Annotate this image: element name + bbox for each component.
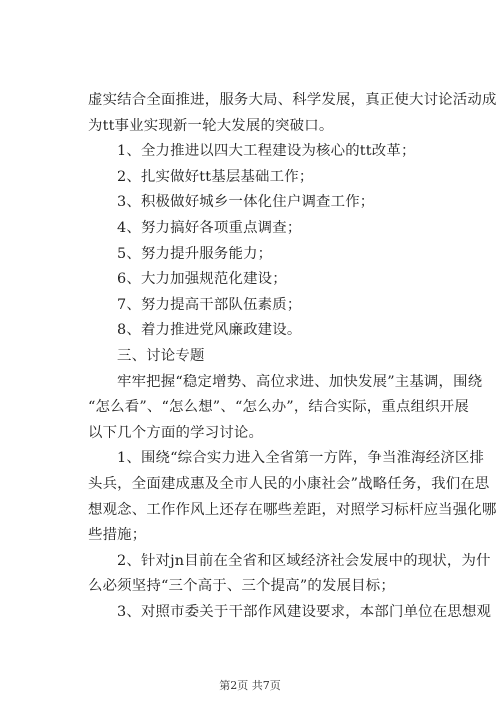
list-item: 1、围绕“综合实力进入全省第一方阵，争当淮海经济区排 — [117, 450, 485, 467]
list-item: 2、扎实做好tt基层基础工作； — [117, 168, 314, 185]
list-item: 6、大力加强规范化建设； — [117, 271, 287, 288]
body-line: 牢牢把握“稳定增势、高位求进、加快发展”主基调，围绕 — [117, 373, 483, 390]
list-item: 2、针对jn目前在全省和区域经济社会发展中的现状，为什 — [117, 552, 491, 569]
body-line: 想观念、工作作风上还存在哪些差距，对照学习标杆应当强化哪 — [88, 501, 497, 518]
list-item: 7、努力提高干部队伍素质； — [117, 296, 302, 313]
list-item: 8、着力推进党风廉政建设。 — [117, 322, 302, 339]
body-line: 以下几个方面的学习讨论。 — [88, 424, 264, 441]
list-item: 3、对照市委关于干部作风建设要求，本部门单位在思想观 — [117, 603, 492, 620]
list-item: 4、努力搞好各项重点调查； — [117, 219, 302, 236]
body-line: 头兵，全面建成惠及全市人民的小康社会”战略任务，我们在思 — [88, 475, 490, 492]
list-item: 1、全力推进以四大工程建设为核心的tt改革； — [117, 143, 416, 160]
page-number-footer: 第2页 共7页 — [219, 679, 281, 692]
body-line: 为tt事业实现新一轮大发展的突破口。 — [88, 117, 334, 134]
body-line: 么必须坚持“三个高于、三个提高”的发展目标； — [88, 578, 395, 595]
body-line: “怎么看”、“怎么想”、“怎么办”，结合实际，重点组织开展 — [88, 399, 469, 416]
section-heading: 三、讨论专题 — [117, 347, 205, 364]
body-line: 些措施； — [88, 527, 147, 544]
body-line: 虚实结合全面推进，服务大局、科学发展，真正使大讨论活动成 — [88, 92, 497, 108]
list-item: 5、努力提升服务能力； — [117, 245, 273, 262]
document-body — [88, 88, 497, 625]
list-item: 3、积极做好城乡一体化住户调查工作； — [117, 194, 375, 211]
